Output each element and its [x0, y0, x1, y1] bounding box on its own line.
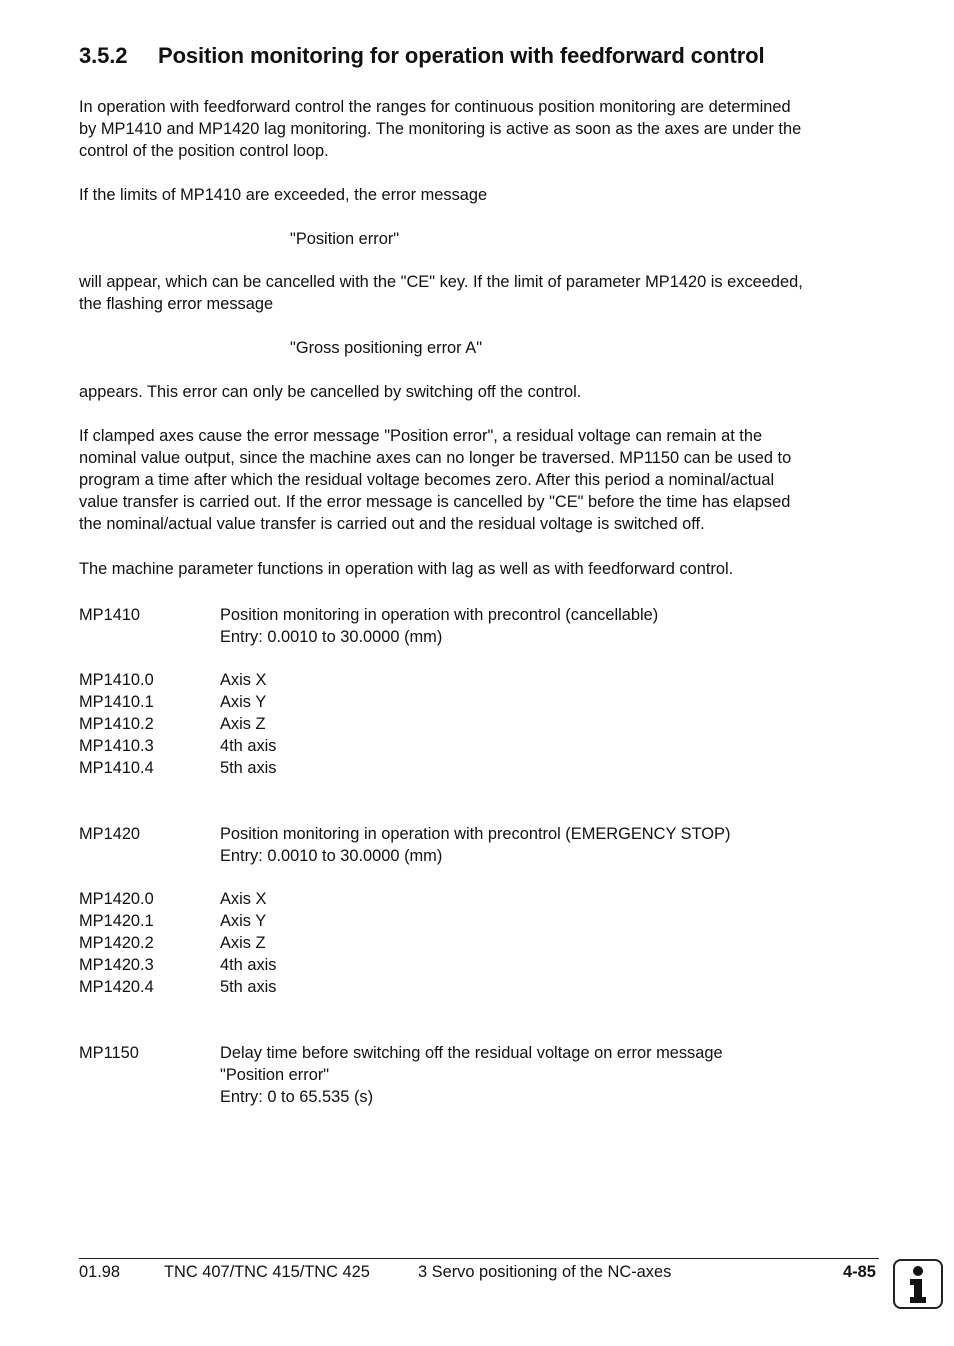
clamped-line: value transfer is carried out. If the error message is cancelled by "CE" before the time has elapsed [79, 493, 791, 511]
footer-model: TNC 407/TNC 415/TNC 425 [164, 1263, 370, 1281]
parameter-entry: Entry: 0.0010 to 30.0000 (mm) [220, 847, 443, 865]
axis-code: MP1410.1 [79, 693, 154, 711]
functions-line: The machine parameter functions in operation with lag as well as with feedforward control. [79, 560, 734, 578]
info-glyph [895, 1261, 941, 1307]
error-message-position: "Position error" [290, 230, 400, 248]
appears-paragraph [79, 381, 889, 403]
parameter-code: MP1420 [79, 825, 141, 843]
clamped-line: the nominal/actual value transfer is carried out and the residual voltage is switched off. [79, 515, 705, 533]
axis-label: Axis Y [220, 912, 267, 930]
axis-label: Axis X [220, 890, 267, 908]
axis-label: 4th axis [220, 956, 277, 974]
intro-line: by MP1410 and MP1420 lag monitoring. The monitoring is active as soon as the axes are under the [79, 120, 802, 138]
axis-code: MP1420.2 [79, 934, 154, 952]
axis-label: Axis Y [220, 693, 267, 711]
parameter-description: Position monitoring in operation with precontrol (EMERGENCY STOP) [220, 825, 731, 843]
parameter-code: MP1150 [79, 1044, 139, 1062]
cancel-line: the flashing error message [79, 295, 274, 313]
cancel-line: will appear, which can be cancelled with the "CE" key. If the limit of parameter MP1420 is exceeded, [79, 273, 803, 291]
axis-code: MP1410.0 [79, 671, 154, 689]
clamped-line: program a time after which the residual voltage becomes zero. After this period a nominal/actual [79, 471, 775, 489]
parameter-description-cont: "Position error" [220, 1066, 330, 1084]
functions-paragraph [79, 558, 889, 580]
footer-rule [79, 1258, 879, 1259]
footer-date: 01.98 [79, 1263, 121, 1281]
intro-line: In operation with feedforward control the ranges for continuous position monitoring are determined [79, 98, 791, 116]
cancel-paragraph [79, 271, 889, 315]
axis-label: 4th axis [220, 737, 277, 755]
footer-chapter: 3 Servo positioning of the NC-axes [418, 1263, 672, 1281]
clamped-line: If clamped axes cause the error message "Position error", a residual voltage can remain at the [79, 427, 763, 445]
parameter-description: Delay time before switching off the residual voltage on error message [220, 1044, 723, 1062]
axis-code: MP1420.4 [79, 978, 154, 996]
clamped-line: nominal value output, since the machine axes can no longer be traversed. MP1150 can be used to [79, 449, 792, 467]
limits-paragraph [79, 184, 889, 206]
axis-label: Axis X [220, 671, 267, 689]
axis-label: Axis Z [220, 934, 266, 952]
axis-code: MP1420.0 [79, 890, 154, 908]
axis-code: MP1410.4 [79, 759, 154, 777]
clamped-paragraph [79, 425, 889, 535]
axis-label: Axis Z [220, 715, 266, 733]
axis-code: MP1410.3 [79, 737, 154, 755]
axis-code: MP1420.1 [79, 912, 154, 930]
section-heading [79, 43, 765, 69]
section-number: 3.5.2 [79, 43, 128, 68]
parameter-entry: Entry: 0.0010 to 30.0000 (mm) [220, 628, 443, 646]
info-icon [893, 1259, 943, 1309]
parameter-code: MP1410 [79, 606, 141, 624]
axis-label: 5th axis [220, 978, 277, 996]
axis-code: MP1410.2 [79, 715, 154, 733]
appears-line: appears. This error can only be cancelled by switching off the control. [79, 383, 582, 401]
parameter-entry: Entry: 0 to 65.535 (s) [220, 1088, 374, 1106]
parameter-description: Position monitoring in operation with precontrol (cancellable) [220, 606, 659, 624]
intro-paragraph [79, 96, 889, 162]
axis-code: MP1420.3 [79, 956, 154, 974]
axis-label: 5th axis [220, 759, 277, 777]
intro-line: control of the position control loop. [79, 142, 329, 160]
limits-line: If the limits of MP1410 are exceeded, the error message [79, 186, 488, 204]
section-title: Position monitoring for operation with feedforward control [158, 43, 765, 68]
error-message-gross: "Gross positioning error A" [290, 339, 483, 357]
page-number: 4-85 [843, 1263, 876, 1281]
